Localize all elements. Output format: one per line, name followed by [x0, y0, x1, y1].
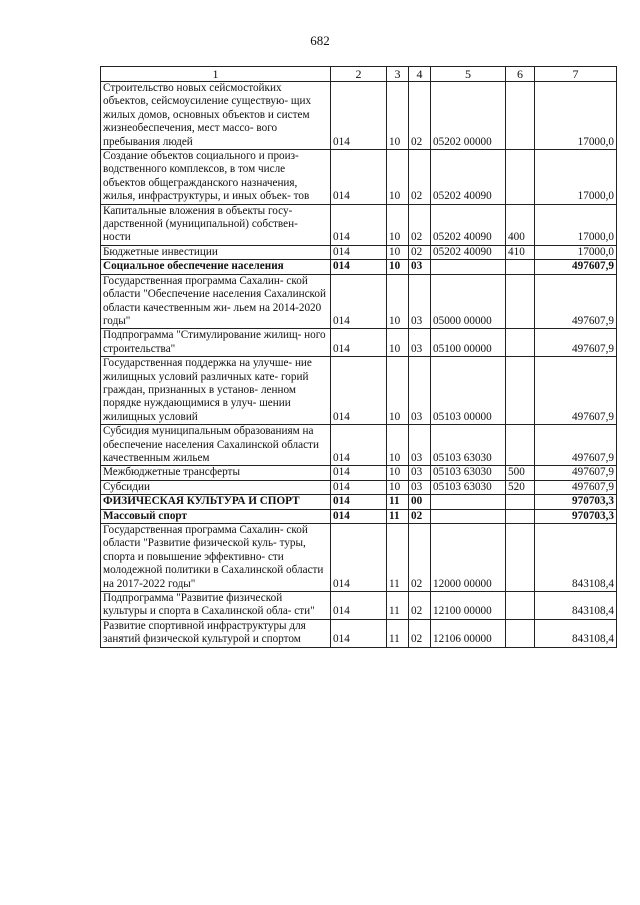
expense-type-cell	[506, 274, 535, 329]
budget-table	[100, 66, 617, 648]
target-code-cell: 05202 40090	[431, 204, 506, 245]
ministry-code-cell: 014	[331, 592, 387, 620]
table-row	[101, 150, 617, 205]
subsection-code-cell: 03	[409, 425, 431, 466]
expense-type-cell	[506, 592, 535, 620]
row-name-cell: Подпрограмма "Стимулирование жилищ- ного строительства"	[101, 329, 331, 357]
subsection-code-cell: 03	[409, 357, 431, 425]
table-row	[101, 357, 617, 425]
section-code-cell: 10	[387, 425, 409, 466]
expense-type-cell	[506, 260, 535, 274]
section-code-cell: 10	[387, 150, 409, 205]
amount-cell: 970703,3	[535, 509, 617, 523]
row-name-cell: Субсидии	[101, 480, 331, 494]
target-code-cell	[431, 509, 506, 523]
subsection-code-cell: 03	[409, 466, 431, 480]
row-name-cell: Развитие спортивной инфраструктуры для занятий физической культурой и спортом	[101, 619, 331, 647]
row-name-cell: Подпрограмма "Развитие физической культуры и спорта в Сахалинской обла- сти"	[101, 592, 331, 620]
table-row	[101, 592, 617, 620]
expense-type-cell: 500	[506, 466, 535, 480]
amount-cell: 497607,9	[535, 466, 617, 480]
subsection-code-cell: 03	[409, 260, 431, 274]
target-code-cell: 05103 63030	[431, 466, 506, 480]
expense-type-cell	[506, 495, 535, 509]
section-code-cell: 11	[387, 509, 409, 523]
table-row	[101, 509, 617, 523]
column-header: 1	[101, 67, 331, 82]
row-name-cell: Массовый спорт	[101, 509, 331, 523]
table-row	[101, 82, 617, 150]
table-row	[101, 524, 617, 592]
row-name-cell: Государственная программа Сахалин- ской области "Развитие физической куль- туры, спорта и повышение эффективно- сти молодежной политики в Сахалинской области на 2017-2022 годы"	[101, 524, 331, 592]
section-code-cell: 10	[387, 357, 409, 425]
subsection-code-cell: 02	[409, 245, 431, 259]
row-name-cell: ФИЗИЧЕСКАЯ КУЛЬТУРА И СПОРТ	[101, 495, 331, 509]
amount-cell: 970703,3	[535, 495, 617, 509]
row-name-cell: Межбюджетные трансферты	[101, 466, 331, 480]
header-row	[101, 67, 617, 82]
amount-cell: 17000,0	[535, 150, 617, 205]
ministry-code-cell: 014	[331, 509, 387, 523]
subsection-code-cell: 03	[409, 329, 431, 357]
target-code-cell: 05000 00000	[431, 274, 506, 329]
section-code-cell: 10	[387, 260, 409, 274]
section-code-cell: 11	[387, 592, 409, 620]
target-code-cell: 12106 00000	[431, 619, 506, 647]
amount-cell: 497607,9	[535, 329, 617, 357]
section-code-cell: 10	[387, 245, 409, 259]
amount-cell: 497607,9	[535, 274, 617, 329]
table-row	[101, 466, 617, 480]
target-code-cell	[431, 495, 506, 509]
table-row	[101, 274, 617, 329]
expense-type-cell	[506, 619, 535, 647]
expense-type-cell	[506, 425, 535, 466]
expense-type-cell	[506, 357, 535, 425]
ministry-code-cell: 014	[331, 524, 387, 592]
column-header: 4	[409, 67, 431, 82]
target-code-cell: 05202 40090	[431, 150, 506, 205]
column-header: 7	[535, 67, 617, 82]
section-code-cell: 11	[387, 619, 409, 647]
ministry-code-cell: 014	[331, 274, 387, 329]
section-code-cell: 11	[387, 524, 409, 592]
expense-type-cell	[506, 329, 535, 357]
expense-type-cell: 400	[506, 204, 535, 245]
row-name-cell: Субсидия муниципальным образованиям на обеспечение населения Сахалинской области качественным жильем	[101, 425, 331, 466]
subsection-code-cell: 02	[409, 150, 431, 205]
ministry-code-cell: 014	[331, 425, 387, 466]
amount-cell: 497607,9	[535, 480, 617, 494]
ministry-code-cell: 014	[331, 150, 387, 205]
row-name-cell: Бюджетные инвестиции	[101, 245, 331, 259]
ministry-code-cell: 014	[331, 480, 387, 494]
row-name-cell: Государственная поддержка на улучше- ние жилищных условий различных кате- горий граждан, признанных в установ- ленном порядке нуждающимися в улуч- шении жилищных условий	[101, 357, 331, 425]
subsection-code-cell: 02	[409, 524, 431, 592]
ministry-code-cell: 014	[331, 329, 387, 357]
amount-cell: 497607,9	[535, 425, 617, 466]
subsection-code-cell: 02	[409, 204, 431, 245]
subsection-code-cell: 02	[409, 619, 431, 647]
table-row	[101, 260, 617, 274]
subsection-code-cell: 02	[409, 592, 431, 620]
target-code-cell	[431, 260, 506, 274]
table-body	[101, 82, 617, 648]
table-row	[101, 480, 617, 494]
ministry-code-cell: 014	[331, 245, 387, 259]
ministry-code-cell: 014	[331, 82, 387, 150]
ministry-code-cell: 014	[331, 466, 387, 480]
section-code-cell: 10	[387, 204, 409, 245]
row-name-cell: Социальное обеспечение населения	[101, 260, 331, 274]
amount-cell: 843108,4	[535, 592, 617, 620]
target-code-cell: 05103 63030	[431, 425, 506, 466]
amount-cell: 497607,9	[535, 260, 617, 274]
subsection-code-cell: 03	[409, 274, 431, 329]
target-code-cell: 12000 00000	[431, 524, 506, 592]
subsection-code-cell: 02	[409, 509, 431, 523]
target-code-cell: 12100 00000	[431, 592, 506, 620]
expense-type-cell	[506, 524, 535, 592]
subsection-code-cell: 02	[409, 82, 431, 150]
subsection-code-cell: 00	[409, 495, 431, 509]
table-row	[101, 204, 617, 245]
amount-cell: 17000,0	[535, 82, 617, 150]
amount-cell: 843108,4	[535, 619, 617, 647]
target-code-cell: 05202 00000	[431, 82, 506, 150]
subsection-code-cell: 03	[409, 480, 431, 494]
target-code-cell: 05103 63030	[431, 480, 506, 494]
target-code-cell: 05103 00000	[431, 357, 506, 425]
table-row	[101, 329, 617, 357]
ministry-code-cell: 014	[331, 357, 387, 425]
row-name-cell: Капитальные вложения в объекты госу- дарственной (муниципальной) собствен- ности	[101, 204, 331, 245]
amount-cell: 17000,0	[535, 245, 617, 259]
ministry-code-cell: 014	[331, 619, 387, 647]
section-code-cell: 11	[387, 495, 409, 509]
ministry-code-cell: 014	[331, 260, 387, 274]
target-code-cell: 05202 40090	[431, 245, 506, 259]
page-number: 682	[310, 33, 330, 48]
section-code-cell: 10	[387, 82, 409, 150]
expense-type-cell	[506, 82, 535, 150]
section-code-cell: 10	[387, 274, 409, 329]
expense-type-cell: 520	[506, 480, 535, 494]
column-header: 5	[431, 67, 506, 82]
ministry-code-cell: 014	[331, 495, 387, 509]
expense-type-cell	[506, 509, 535, 523]
amount-cell: 17000,0	[535, 204, 617, 245]
section-code-cell: 10	[387, 329, 409, 357]
table-row	[101, 245, 617, 259]
expense-type-cell: 410	[506, 245, 535, 259]
amount-cell: 843108,4	[535, 524, 617, 592]
section-code-cell: 10	[387, 480, 409, 494]
amount-cell: 497607,9	[535, 357, 617, 425]
column-header: 3	[387, 67, 409, 82]
table-row	[101, 495, 617, 509]
table-row	[101, 425, 617, 466]
ministry-code-cell: 014	[331, 204, 387, 245]
column-header: 6	[506, 67, 535, 82]
target-code-cell: 05100 00000	[431, 329, 506, 357]
expense-type-cell	[506, 150, 535, 205]
section-code-cell: 10	[387, 466, 409, 480]
row-name-cell: Строительство новых сейсмостойких объектов, сейсмоусиление существую- щих жилых домов, основных объектов и систем жизнеобеспечения, мест массо- вого пребывания людей	[101, 82, 331, 150]
row-name-cell: Создание объектов социального и произ- водственного комплексов, в том числе объектов общегражданского назначения, жилья, инфраструктуры, и иных объек- тов	[101, 150, 331, 205]
column-header: 2	[331, 67, 387, 82]
row-name-cell: Государственная программа Сахалин- ской области "Обеспечение населения Сахалинской области качественным жи- льем на 2014-2020 годы"	[101, 274, 331, 329]
table-row	[101, 619, 617, 647]
